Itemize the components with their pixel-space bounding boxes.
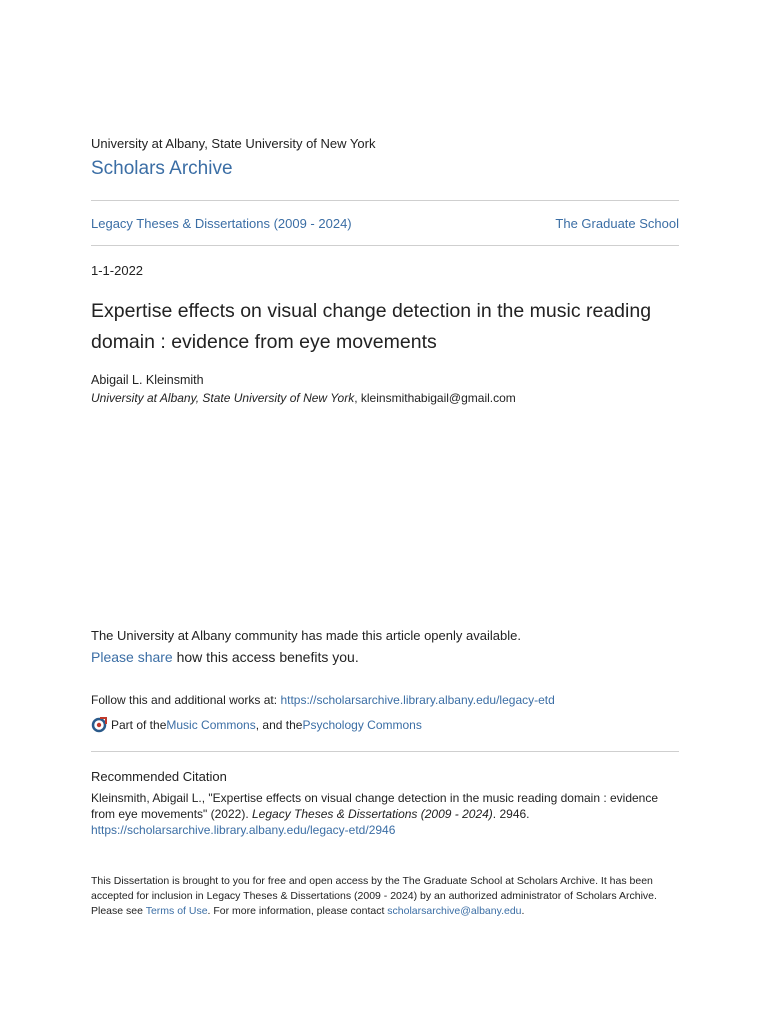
divider (91, 751, 679, 752)
part-of-middle: , and the (255, 718, 303, 732)
divider (91, 200, 679, 201)
scholars-archive-link[interactable]: Scholars Archive (91, 158, 233, 179)
music-commons-link[interactable]: Music Commons (166, 718, 256, 732)
collection-link[interactable]: Legacy Theses & Dissertations (2009 - 2024) (91, 216, 352, 231)
footer-text: This Dissertation is brought to you for free and open access by the The Graduate School at Scholars Archive. It has been accepted for inclusion in Legacy Theses & Dissertations (2009 - 2024) by an authorized administrator of Scholars Archive. (91, 875, 657, 902)
contact-email-link[interactable]: scholarsarchive@albany.edu (387, 905, 522, 917)
citation-number: . 2946. (492, 807, 530, 821)
bepress-commons-icon (91, 717, 107, 733)
footer-more: . For more information, please contact (207, 905, 388, 917)
citation-series: Legacy Theses & Dissertations (2009 - 2024) (252, 807, 493, 821)
please-share-link[interactable]: Please share (91, 649, 173, 665)
access-statement: The University at Albany community has made this article openly available. (91, 628, 521, 643)
author-name: Abigail L. Kleinsmith (91, 373, 204, 387)
footer-see: Please see (91, 905, 146, 917)
school-link[interactable]: The Graduate School (555, 216, 679, 231)
part-of-prefix: Part of the (111, 718, 167, 732)
follow-prefix: Follow this and additional works at: (91, 693, 281, 707)
citation-text: Kleinsmith, Abigail L., "Expertise effects on visual change detection in the music reading domain : evidence from eye movements" (2022). (91, 791, 659, 821)
publication-date: 1-1-2022 (91, 263, 144, 278)
share-statement (91, 649, 359, 665)
share-rest-text: how this access benefits you. (172, 649, 359, 665)
author-email: , kleinsmithabigail@gmail.com (354, 391, 516, 405)
breadcrumb (91, 216, 679, 231)
footer-notice (91, 874, 679, 919)
affiliation-text: University at Albany, State University of New York (91, 391, 355, 405)
follow-line (91, 693, 555, 707)
citation-body (91, 790, 679, 838)
citation-heading: Recommended Citation (91, 769, 227, 784)
part-of-line (91, 717, 422, 733)
psychology-commons-link[interactable]: Psychology Commons (302, 718, 422, 732)
institution-name: University at Albany, State University of New York (91, 136, 376, 151)
divider (91, 245, 679, 246)
citation-url-link[interactable]: https://scholarsarchive.library.albany.edu/legacy-etd/2946 (91, 823, 396, 837)
document-title: Expertise effects on visual change detection in the music reading domain : evidence from eye movements (91, 300, 652, 353)
terms-of-use-link[interactable]: Terms of Use (145, 905, 208, 917)
author-affiliation (91, 391, 516, 405)
footer-end: . (521, 905, 525, 917)
collection-url-link[interactable]: https://scholarsarchive.library.albany.edu/legacy-etd (280, 693, 555, 707)
